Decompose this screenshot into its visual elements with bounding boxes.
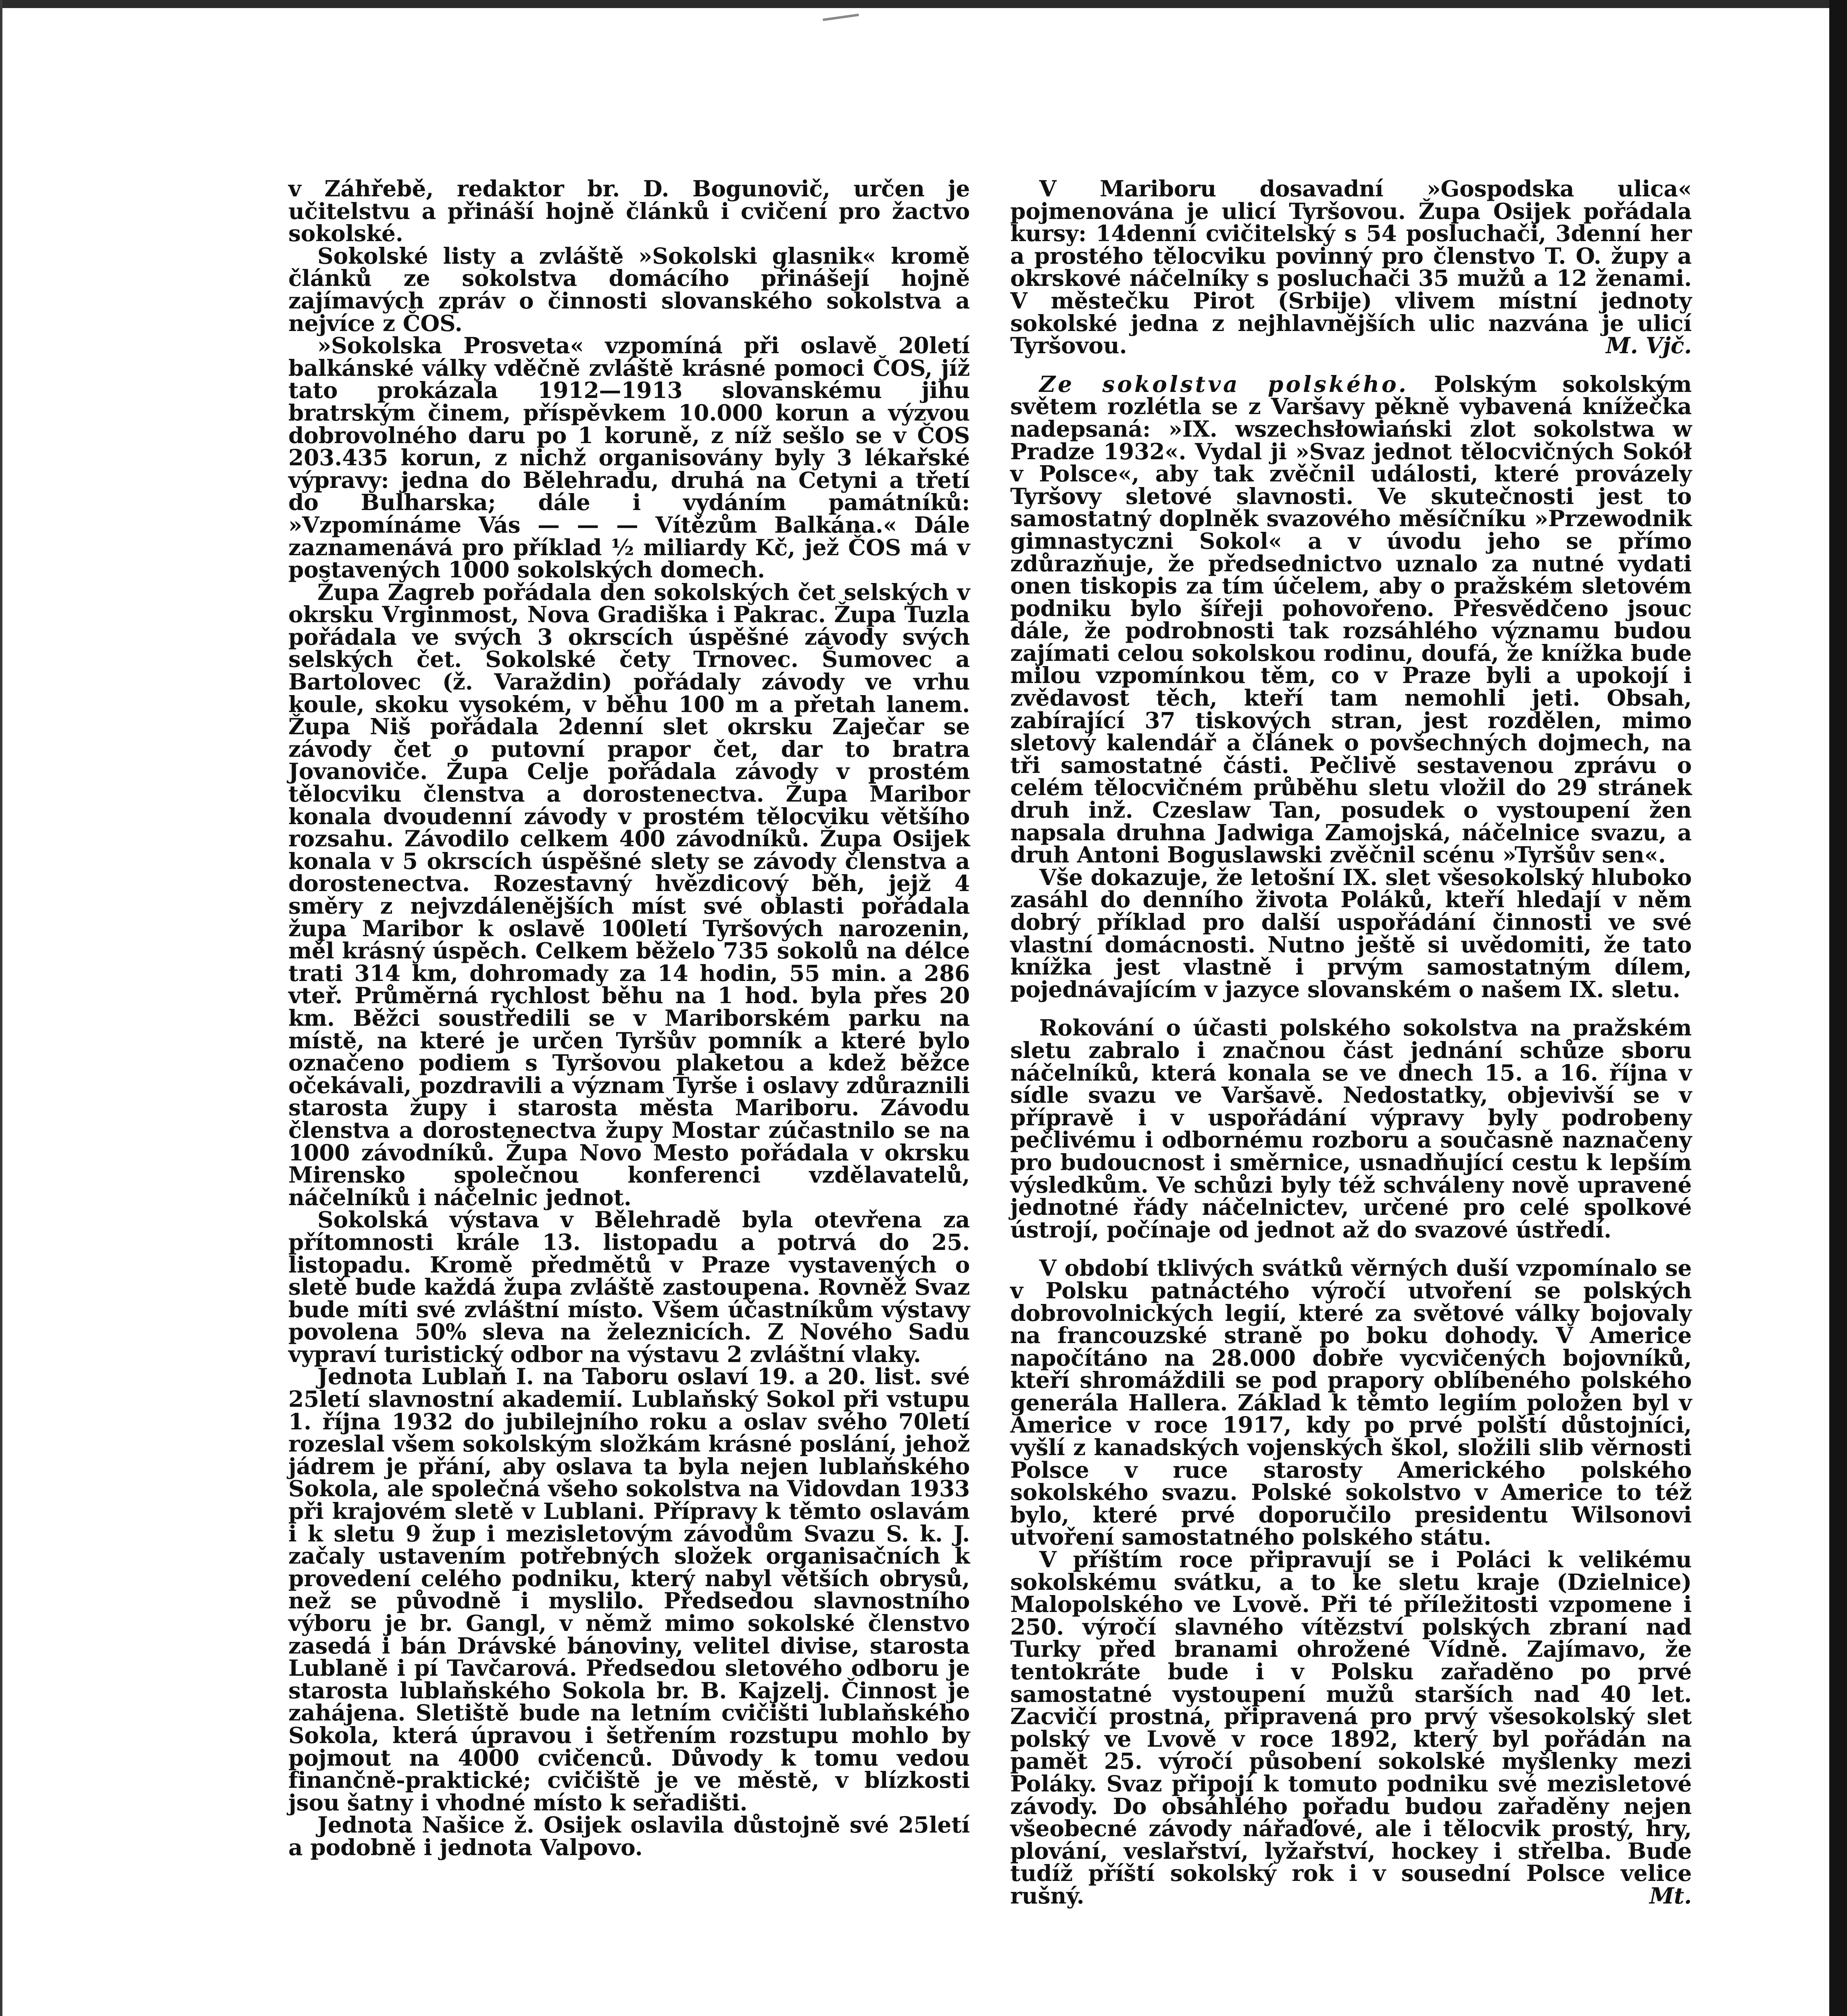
paragraph-text: Polským sokolským světem rozlétla se z Varšavy pěkně vybavená knížečka nadepsaná: »IX. wszechsłowiański zlot sokolstwa w Pradze 1932«. Vydal ji »Svaz jednot tělocvičných Sokół v Polsce«, aby tak zvěčnil události, které provázely Tyršovy sletové slavnosti. Ve skutečnosti jest to samostatný doplněk svazového měsíčníku »Przewodnik gimnastyczni Sokol« a v úvodu jeho se přímo zdůrazňuje, že předsednictvo uznalo za nutné vydati onen tiskopis za tím účelem, aby o pražském sletovém podniku bylo šířeji pohovořeno. Přesvědčeno jsouc dále, že podrobnosti tak rozsáhlého významu budou zajímati celou sokolskou rodinu, doufá, že knížka bude milou vzpomínkou těm, co v Praze byli a upokojí i zvědavost těch, kteří tam nemohli jeti. Obsah, zabírající 37 tiskových stran, jest rozdělen, mimo sletový kalendář a článek o povšechných dojmech, na tři samostatné části. Pečlivě sestavenou zprávu o celém tělocvičném průběhu sletu vložil do 29 stránek druh inž. Czeslaw Tan, posudek o vystoupení žen napsala druhna Jadwiga Zamojská, náčelnice svazu, a druh Antoni Boguslawski zvěčnil scénu »Tyršův sen«. [1010, 371, 1692, 868]
paragraph-text: V příštím roce připravují se i Poláci k velikému sokolskému svátku, a to ke sletu kraje (Dzielnice) Malopolského ve Lvově. Při té příležitosti vzpomene i 250. výročí slavného vítězství polských zbraní nad Turky před branami ohrožené Vídně. Zajímavo, že tentokráte bude i v Polsku zařaděno po prvé samostatné vystoupení mužů starších nad 40 let. Zacvičí prostná, připravená pro prvý všesokolský slet polský ve Lvově v roce 1892, který byl pořádán na pamět 25. výročí působení sokolské myšlenky mezi Poláky. Svaz připojí k tomuto podniku své mezisletové závody. Do obsáhlého pořadu budou zařaděny nejen všeobecné závody nářaďové, ale i tělocvik prostý, hry, plování, veslařství, lyžařství, hockey i střelba. Bude tudíž příští sokolský rok i v sousední Polsce velice rušný. [1010, 1546, 1692, 1909]
section-heading: Ze sokolstva polského. [1039, 371, 1409, 397]
paragraph: V období tklivých svátků věrných duší vzpomínalo se v Polsku patnáctého výročí utvoření se polských dobrovolnických legií, které za světové války bojovaly na francouzské straně po boku dohody. V Americe napočítáno na 28.000 dobře vycvičených bojovníků, kteří shromáždili se pod prapory oblíbeného polského generála Hallera. Základ k těmto legiím položen byl v Americe v roce 1917, kdy po prvé polští důstojníci, vyšlí z kanadských vojenských škol, složili slib věrnosti Polsce v ruce starosty Amerického polského sokolského svazu. Polské sokolstvo v Americe to též bylo, které prvé doporučilo presidentu Wilsonovi utvoření samostatného polského státu. [1010, 1255, 1692, 1550]
closing-paragraph [1010, 1548, 1692, 1907]
signature: M. Vjč. [1606, 332, 1692, 359]
paragraph: v Záhřebě, redaktor br. D. Bogunovič, určen je učitelstvu a přináší hojně článků i cvičení pro žactvo sokolské. [288, 175, 970, 247]
paragraph: Jednota Lublaň I. na Taboru oslaví 19. a 20. list. své 25letí slavnostní akademií. Lublaňský Sokol při vstupu 1. října 1932 do jubilejního roku a oslav svého 70letí rozeslal všem sokolským složkám krásné poslání, jehož jádrem je přání, aby oslava ta byla nejen lublaňského Sokola, ale společná všeho sokolstva na Vidovdan 1933 při krajovém sletě v Lublani. Přípravy k těmto oslavám i k sletu 9 žup i mezisletovým závodům Svazu S. k. J. začaly ustavením potřebných složek organisačních k provedení celého podniku, který nabyl větších obrysů, než se původně i myslilo. Předsedou slavnostního výboru je br. Gangl, v němž mimo sokolské členstvo zasedá i bán Drávské bánoviny, velitel divise, starosta Lublaně i pí Tavčarová. Předsedou sletového odboru je starosta lublaňského Sokola br. B. Kajzelj. Činnost je zahájena. Sletiště bude na letním cvičišti lublaňského Sokola, která úpravou i šetřením rozstupu mohlo by pojmout na 4000 cvičenců. Důvody k tomu vedou finančně-praktické; cvičiště je ve městě, v blízkosti jsou šatny i vhodné místo k seřadišti. [288, 1363, 970, 1816]
paragraph-text: V Mariboru dosavadní »Gospodska ulica« pojmenována je ulicí Tyršovou. Župa Osijek pořádala kursy: 14denní cvičitelský s 54 posluchači, 3denní her a prostého tělocviku povinný pro členstvo T. O. župy a okrskové náčelníky s posluchači 35 mužů a 12 ženami. V městečku Pirot (Srbije) vlivem místní jednoty sokolské jedna z nejhlavnějších ulic nazvána je ulicí Tyršovou. [1010, 175, 1692, 359]
paragraph: Sokolská výstava v Bělehradě byla otevřena za přítomnosti krále 13. listopadu a potrvá do 25. listopadu. Kromě předmětů v Praze vystavených o sletě bude každá župa zvláště zastoupena. Rovněž Svaz bude míti své zvláštní místo. Všem účastníkům výstavy povolena 50% sleva na železnicích. Z Nového Sadu vypraví turistický odbor na výstavu 2 zvláštní vlaky. [288, 1206, 970, 1367]
paragraph: Sokolské listy a zvláště »Sokolski glasnik« kromě článků ze sokolstva domácího přinášejí hojně zajímavých zpráv o činnosti slovanského sokolstva a nejvíce z ČOS. [288, 242, 970, 336]
right-column [1010, 177, 1692, 1907]
paragraph: »Sokolska Prosveta« vzpomíná při oslavě 20letí balkánské války vděčně zvláště krásné pomoci ČOS, jíž tato prokázala 1912—1913 slovanskému jihu bratrským činem, příspěvkem 10.000 korun a výzvou dobrovolného daru po 1 koruně, z níž sešlo se v ČOS 203.435 korun, z nichž organisovány byly 3 lékařské výpravy: jedna do Bělehradu, druhá na Cetyni a třetí do Bulharska; dále i vydáním památníků: »Vzpomínáme Vás — — — Vítězům Balkána.« Dále zaznamenává pro příklad ½ miliardy Kč, jež ČOS má v postavených 1000 sokolských domech. [288, 332, 970, 583]
paragraph: Vše dokazuje, že letošní IX. slet všesokolský hluboko zasáhl do denního života Poláků, kteří hledají v něm dobrý příklad pro další uspořádání činnosti ve své vlastní domácnosti. Nutno ještě si uvědomiti, že tato knížka jest vlastně i prvým samostatným dílem, pojednávajícím v jazyce slovanském o našem IX. sletu. [1010, 864, 1692, 1002]
signature: Mt. [1649, 1882, 1692, 1909]
polish-section [1010, 373, 1692, 866]
scan-speck [823, 14, 859, 21]
scan-edge-right [1829, 0, 1847, 2016]
scan-edge-left [0, 0, 2, 2016]
paragraph: Rokování o účasti polského sokolstva na pražském sletu zabralo i značnou část jednání schůze sboru náčelníků, která konala se ve dnech 15. a 16. října v sídle svazu ve Varšavě. Nedostatky, objevivší se v přípravě i v uspořádání výpravy byly podrobeny pečlivému i odbornému rozboru a současně naznačeny pro budoucnost i směrnice, usnadňující cestu k lepším výsledkům. Ve schůzi byly též schváleny nově upravené jednotné řády náčelnictev, určené pro celé spolkové ústrojí, počínaje od jednot až do svazové ústředí. [1010, 1014, 1692, 1243]
maribor-paragraph [1010, 177, 1692, 357]
scan-edge-top [0, 0, 1847, 8]
paragraph: Župa Zagreb pořádala den sokolských čet selských v okrsku Vrginmost, Nova Gradiška i Pakrac. Župa Tuzla pořádala ve svých 3 okrscích úspěšné závody svých selských čet. Sokolské čety Trnovec. Šumovec a Bartolovec (ž. Varaždin) pořádaly závody ve vrhu koule, skoku vysokém, v běhu 100 m a přetah lanem. Župa Niš pořádala 2denní slet okrsku Zaječar se závody čet o putovní prapor čet, dar to bratra Jovanoviče. Župa Celje pořádala závody v prostém tělocviku členstva a dorostenectva. Župa Maribor konala dvoudenní závody v prostém tělocviku většího rozsahu. Závodilo celkem 400 závodníků. Župa Osijek konala v 5 okrscích úspěšné slety se závody členstva a dorostenectva. Rozestavný hvězdicový běh, jejž 4 směry z nejvzdálenějších míst své oblasti pořádala župa Maribor k oslavě 100letí Tyršových narozenin, měl krásný úspěch. Celkem běželo 735 sokolů na délce trati 314 km, dohromady za 14 hodin, 55 min. a 286 vteř. Průměrná rychlost běhu na 1 hod. byla přes 20 km. Běžci soustředili se v Mariborském parku na místě, na které je určen Tyršův pomník a které bylo označeno podiem s Tyršovou plaketou a kdež běžce očekávali, pozdravili a význam Tyrše i oslavy zdůraznili starosta župy i starosta města Mariboru. Závodu členstva a dorostenectva župy Mostar zúčastnilo se na 1000 závodníků. Župa Novo Mesto pořádala v okrsku Mirensko společnou konferenci vzdělavatelů, náčelníků i náčelnic jednot. [288, 579, 970, 1210]
paragraph: Jednota Našice ž. Osijek oslavila důstojně své 25letí a podobně i jednota Valpovo. [288, 1812, 970, 1860]
left-column [288, 177, 970, 1859]
